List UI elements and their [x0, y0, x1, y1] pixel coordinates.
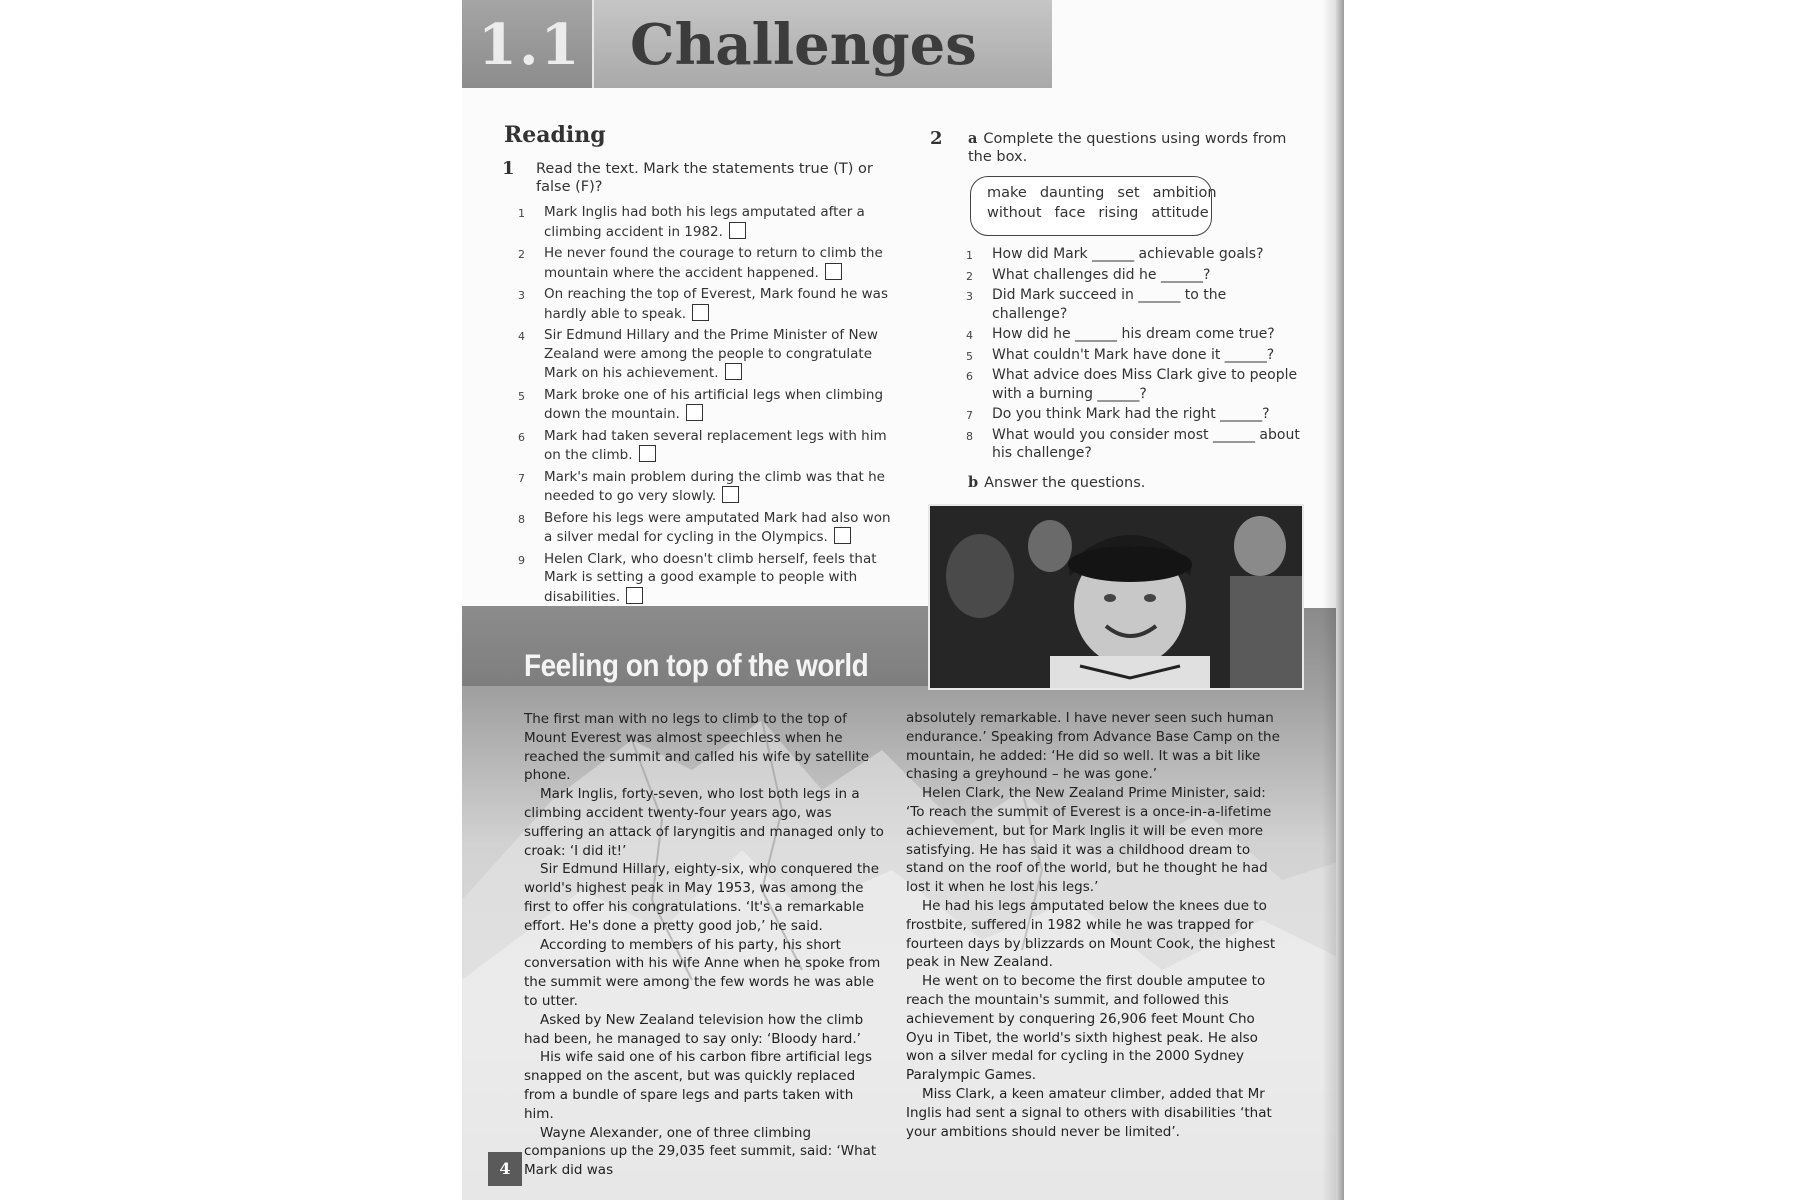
word-box-word: without: [987, 205, 1042, 221]
question-item: [966, 366, 1306, 403]
answer-checkbox[interactable]: [834, 527, 851, 544]
word-box: [970, 176, 1217, 236]
statement-text: Before his legs were amputated Mark had also won a silver medal for cycling in the Olympics.: [544, 509, 891, 545]
word-box-word: rising: [1098, 205, 1139, 221]
part-b-text: Answer the questions.: [984, 475, 1146, 491]
unit-number: 1.1: [478, 12, 582, 78]
answer-checkbox[interactable]: [725, 363, 742, 380]
statement-number: 1: [518, 207, 525, 220]
article-right-column: [906, 709, 1286, 1141]
answer-checkbox[interactable]: [692, 304, 709, 321]
word-box-row-2: [987, 205, 1222, 221]
question-text: What would you consider most ______ about his challenge?: [992, 426, 1300, 461]
question-text: Do you think Mark had the right ______?: [992, 406, 1270, 422]
page-edge: [1336, 0, 1344, 1200]
statement-item: [518, 203, 898, 241]
word-box-row-1: [987, 185, 1230, 201]
page-number: 4: [488, 1152, 522, 1186]
gap-fill-questions: [966, 245, 1306, 465]
answer-checkbox[interactable]: [722, 486, 739, 503]
article-paragraph: Wayne Alexander, one of three climbing companions up the 29,035 feet summit, said: ‘What Mark did was: [524, 1124, 877, 1179]
statement-item: [518, 468, 898, 506]
statement-item: [518, 326, 898, 383]
question-item: [966, 266, 1306, 285]
question-text: Did Mark succeed in ______ to the challenge?: [992, 287, 1227, 322]
word-box-word: set: [1117, 185, 1140, 201]
exercise-1-instruction: Read the text. Mark the statements true (T) or false (F)?: [536, 161, 873, 195]
part-a-label: a: [968, 130, 978, 147]
article-paragraph: Sir Edmund Hillary, eighty-six, who conquered the world's highest peak in May 1953, was among the first to offer his congratulations. ‘It's a remarkable effort. He's done a pretty good job,’ he said.: [524, 861, 880, 934]
question-item: [966, 426, 1306, 463]
climber-photo: [928, 504, 1304, 690]
statement-text: Mark's main problem during the climb was that he needed to go very slowly.: [544, 468, 885, 504]
question-item: [966, 405, 1306, 424]
question-item: [966, 286, 1306, 323]
answer-checkbox[interactable]: [825, 263, 842, 280]
statement-item: [518, 427, 898, 465]
statement-item: [518, 509, 898, 547]
article-paragraph: His wife said one of his carbon fibre artificial legs snapped on the ascent, but was quickly replaced from a bundle of spare legs and parts taken with him.: [524, 1049, 872, 1122]
true-false-statements: [518, 203, 898, 609]
question-text: What challenges did he ______?: [992, 266, 1211, 283]
article-paragraph: He had his legs amputated below the knees due to frostbite, suffered in 1982 while he was trapped for fourteen days by blizzards on Mount Cook, the highest peak in New Zealand.: [906, 897, 1276, 971]
question-text: What couldn't Mark have done it ______?: [992, 346, 1275, 363]
title-banner: [462, 0, 1052, 88]
statement-number: 5: [518, 389, 525, 403]
article-paragraph: Mark Inglis, forty-seven, who lost both legs in a climbing accident twenty-four years ago, was suffering an attack of laryngitis and managed only to croak: ‘I did it!’: [524, 786, 884, 859]
article-left-column: [524, 710, 884, 1180]
question-number: 8: [966, 429, 973, 443]
exercise-1-number: 1: [502, 158, 515, 179]
statement-item: [518, 285, 898, 323]
article-paragraph: Asked by New Zealand television how the climb had been, he managed to say only: ‘Bloody hard.’: [524, 1011, 864, 1047]
statement-text: Mark had taken several replacement legs with him on the climb.: [544, 427, 887, 463]
exercise-2b-instruction: [968, 474, 1145, 492]
question-number: 5: [966, 349, 973, 363]
question-item: [966, 346, 1306, 365]
statement-number: 8: [518, 512, 525, 526]
unit-title: Challenges: [630, 12, 977, 78]
question-text: How did Mark ______ achievable goals?: [992, 246, 1264, 262]
question-number: 2: [966, 269, 973, 283]
statement-text: He never found the courage to return to climb the mountain where the accident happened.: [544, 245, 883, 281]
exercise-2a-instruction: [968, 130, 1308, 166]
question-number: 6: [966, 370, 973, 383]
statement-number: 6: [518, 430, 525, 444]
question-text: How did he ______ his dream come true?: [992, 326, 1275, 342]
word-box-word: ambition: [1152, 185, 1217, 201]
part-a-text: Complete the questions using words from the box.: [968, 131, 1287, 165]
answer-checkbox[interactable]: [729, 222, 746, 239]
word-box-word: daunting: [1039, 185, 1105, 201]
textbook-page: [462, 0, 1344, 1200]
word-box-word: attitude: [1151, 205, 1209, 221]
article-paragraph: He went on to become the first double amputee to reach the mountain's summit, and followed this achievement by conquering 26,906 feet Mount Cho Oyu in Tibet, the world's sixth highest peak. He also won a silver medal for cycling in the 2000 Sydney Paralympic Games.: [906, 973, 1266, 1084]
statement-text: Mark broke one of his artificial legs when climbing down the mountain.: [544, 386, 884, 422]
word-box-word: face: [1054, 205, 1086, 221]
statement-number: 7: [518, 471, 525, 485]
word-box-word: make: [987, 185, 1027, 201]
climber-portrait-image: [930, 506, 1302, 688]
statement-number: 3: [518, 289, 525, 302]
part-b-label: b: [968, 474, 979, 491]
article-paragraph: According to members of his party, his short conversation with his wife Anne when he spoke from the summit were among the few words he was able to utter.: [524, 936, 881, 1009]
answer-checkbox[interactable]: [639, 445, 656, 462]
statement-text: Mark Inglis had both his legs amputated after a climbing accident in 1982.: [544, 204, 865, 240]
statement-item: [518, 244, 898, 282]
reading-heading: Reading: [504, 122, 606, 148]
article-paragraph: Helen Clark, the New Zealand Prime Minister, said: ‘To reach the summit of Everest is a once-in-a-lifetime achievement, but for Mark Inglis it will be even more satisfying. He has said it was a childhood dream to stand on the roof of the world, but he thought he had lost it when he lost his legs.’: [906, 785, 1272, 896]
question-item: [966, 245, 1306, 264]
statement-number: 9: [518, 553, 525, 567]
article-title: Feeling on top of the world: [524, 648, 869, 683]
statement-number: 2: [518, 248, 525, 261]
statement-item: [518, 550, 898, 607]
statement-item: [518, 386, 898, 424]
answer-checkbox[interactable]: [686, 404, 703, 421]
statement-text: Sir Edmund Hillary and the Prime Minister of New Zealand were among the people to congratulate Mark on his achievement.: [544, 327, 878, 381]
article-paragraph: Miss Clark, a keen amateur climber, added that Mr Inglis had sent a signal to others with disabilities ‘that your ambitions should never be limited’.: [906, 1085, 1272, 1140]
question-number: 3: [966, 290, 973, 303]
unit-number-box: [462, 0, 594, 88]
question-text: What advice does Miss Clark give to people with a burning ______?: [992, 367, 1298, 402]
question-number: 7: [966, 409, 973, 422]
article-paragraph: The first man with no legs to climb to the top of Mount Everest was almost speechless when he reached the summit and called his wife by satellite phone.: [524, 711, 870, 784]
answer-checkbox[interactable]: [626, 587, 643, 604]
question-number: 1: [966, 249, 973, 262]
statement-text: On reaching the top of Everest, Mark found he was hardly able to speak.: [544, 286, 888, 322]
article-paragraph: absolutely remarkable. I have never seen such human endurance.’ Speaking from Advance Base Camp on the mountain, he added: ‘He did so well. It was a bit like chasing a greyhound – he was gone.’: [906, 710, 1280, 783]
question-item: [966, 325, 1306, 344]
statement-number: 4: [518, 330, 525, 343]
exercise-2-number: 2: [930, 128, 943, 149]
question-number: 4: [966, 329, 973, 342]
statement-text: Helen Clark, who doesn't climb herself, feels that Mark is setting a good example to people with disabilities.: [544, 550, 877, 605]
